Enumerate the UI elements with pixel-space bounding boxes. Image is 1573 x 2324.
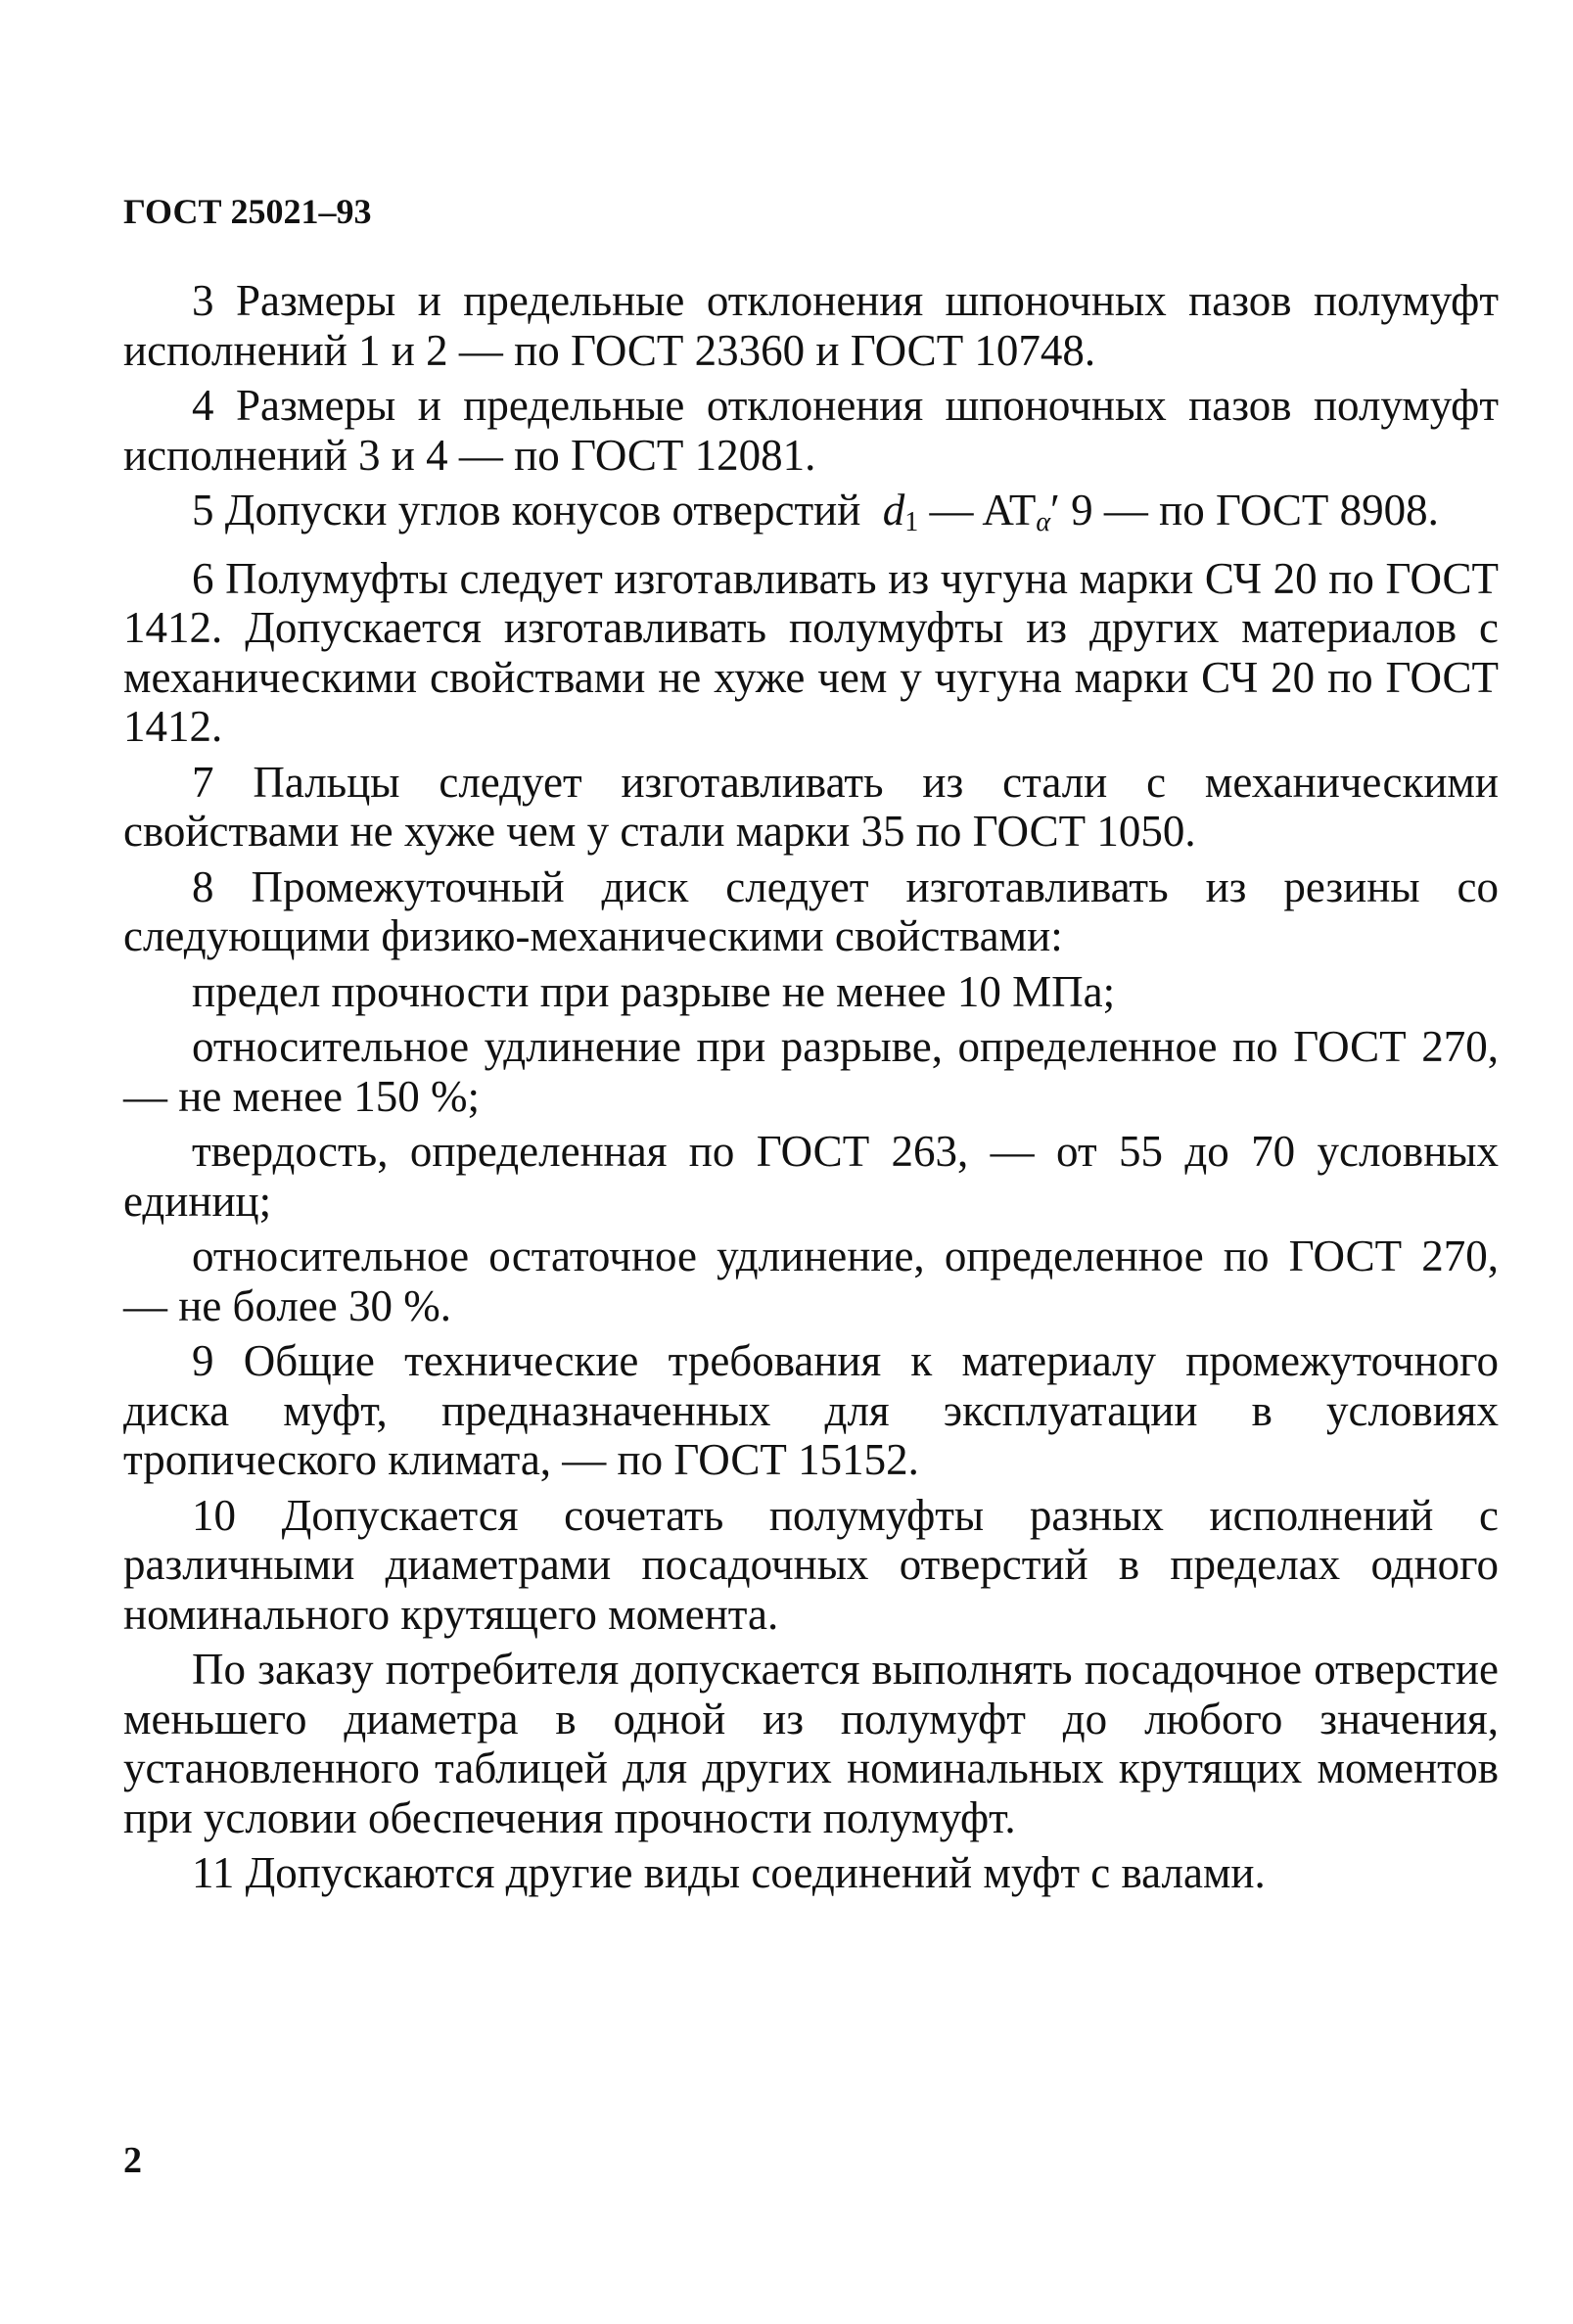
formula-at: — AT: [918, 486, 1037, 535]
paragraph-5-end: ′ 9 — по ГОСТ 8908.: [1050, 486, 1439, 535]
formula-alpha-subscript: α: [1036, 507, 1051, 537]
page-number: 2: [123, 2140, 142, 2181]
paragraph-8-item-hardness: твердость, определенная по ГОСТ 263, — от 55 до 70 условных единиц;: [123, 1127, 1499, 1226]
formula-d: d: [882, 486, 905, 535]
paragraph-4: 4 Размеры и предельные отклонения шпоночных пазов полумуфт исполнений 3 и 4 — по ГОСТ 12081.: [123, 381, 1499, 480]
paragraph-3: 3 Размеры и предельные отклонения шпоночных пазов полумуфт исполнений 1 и 2 — по ГОСТ 23360 и ГОСТ 10748.: [123, 276, 1499, 375]
paragraph-8-item-residual-elongation: относительное остаточное удлинение, определенное по ГОСТ 270, — не более 30 %.: [123, 1232, 1499, 1330]
document-body: [123, 276, 1499, 1898]
paragraph-8: 8 Промежуточный диск следует изготавливать из резины со следующими физико-механическими свойствами:: [123, 861, 1499, 960]
paragraph-10-addendum: По заказу потребителя допускается выполнять посадочное отверстие меньшего диаметра в одной из полумуфт до любого значения, установленного таблицей для других номинальных крутящих моментов при условии обеспечения прочности полумуфт.: [123, 1645, 1499, 1842]
paragraph-9: 9 Общие технические требования к материалу промежуточного диска муфт, предназначенных для эксплуатации в условиях тропического климата, — по ГОСТ 15152.: [123, 1336, 1499, 1484]
paragraph-11: 11 Допускаются другие виды соединений муфт с валами.: [192, 1848, 1266, 1897]
formula-d-subscript: 1: [904, 507, 919, 537]
paragraph-5: [123, 486, 1499, 548]
paragraph-8-item-elongation: относительное удлинение при разрыве, определенное по ГОСТ 270, — не менее 150 %;: [123, 1022, 1499, 1121]
paragraph-5-start: 5 Допуски углов конусов отверстий: [192, 486, 861, 535]
document-header: ГОСТ 25021–93: [123, 192, 372, 231]
paragraph-10: 10 Допускается сочетать полумуфты разных исполнений с различными диаметрами посадочных отверстий в пределах одного номинального крутящего момента.: [123, 1490, 1499, 1639]
paragraph-8-item-strength: предел прочности при разрыве не менее 10 МПа;: [192, 966, 1116, 1016]
paragraph-6: 6 Полумуфты следует изготавливать из чугуна марки СЧ 20 по ГОСТ 1412. Допускается изготавливать полумуфты из других материалов с механическими свойствами не хуже чем у чугуна марки СЧ 20 по ГОСТ 1412.: [123, 553, 1499, 751]
paragraph-7: 7 Пальцы следует изготавливать из стали с механическими свойствами не хуже чем у стали марки 35 по ГОСТ 1050.: [123, 757, 1499, 856]
